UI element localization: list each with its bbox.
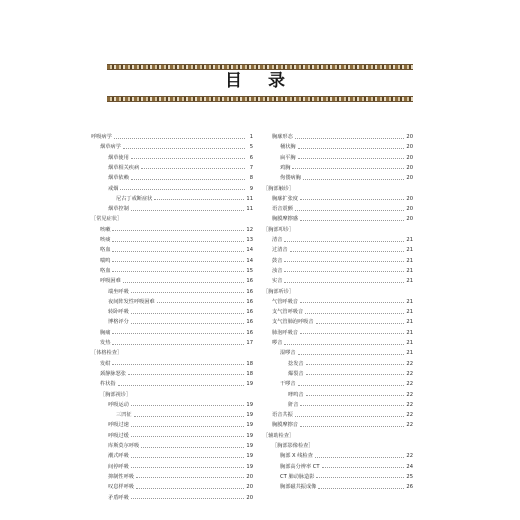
toc-section-heading	[263, 431, 413, 441]
toc-dot-leader	[112, 333, 244, 334]
toc-dot-leader	[305, 313, 404, 314]
toc-entry-label: 矛盾呼吸	[108, 494, 129, 501]
toc-entry-label: 呼吸运动	[108, 401, 129, 408]
toc-page-number: 19	[246, 412, 253, 419]
toc-entry-label: 胸部 X 线检查	[280, 453, 313, 460]
toc-entry	[91, 142, 253, 152]
toc-entry	[91, 441, 253, 451]
toc-entry-label: ［常见症状］	[91, 216, 123, 223]
toc-entry	[263, 369, 413, 379]
toc-dot-leader	[295, 210, 405, 211]
toc-dot-leader	[316, 477, 404, 478]
toc-page-number: 22	[406, 401, 413, 408]
toc-page-number: 14	[246, 247, 253, 254]
toc-dot-leader	[131, 498, 245, 499]
toc-entry-label: 博格评分	[108, 319, 129, 326]
toc-page-number: 16	[246, 329, 253, 336]
toc-entry	[263, 317, 413, 327]
toc-entry-label: ［胸部影像检查］	[272, 443, 314, 449]
toc-entry-label: 胸廓形态	[272, 134, 293, 140]
toc-dot-leader	[112, 344, 244, 345]
toc-dot-leader	[295, 138, 405, 139]
toc-entry-label: 支气管呼吸音	[272, 309, 304, 316]
toc-dot-leader	[284, 271, 404, 272]
toc-entry-label: 鸡胸	[280, 164, 291, 171]
toc-entry-label: 颈静脉怒张	[100, 370, 126, 377]
toc-page-number: 19	[246, 443, 253, 449]
toc-dot-leader	[131, 179, 245, 180]
toc-dot-leader	[306, 364, 405, 365]
toc-entry	[263, 348, 413, 358]
toc-entry-label: 戒烟	[108, 185, 119, 192]
toc-dot-leader	[300, 426, 404, 427]
toc-entry	[91, 194, 253, 204]
toc-entry-label: 胸部磁共振成像	[280, 484, 317, 491]
toc-entry	[91, 493, 253, 503]
toc-dot-leader	[134, 416, 245, 417]
toc-entry-label: ［体格检查］	[91, 350, 123, 357]
toc-section-heading	[263, 287, 413, 297]
toc-entry-label: 胸膜摩擦音	[272, 422, 298, 429]
toc-dot-leader	[315, 457, 405, 458]
toc-page-number: 19	[246, 401, 253, 408]
toc-entry-label: 三凹征	[116, 412, 132, 419]
toc-entry-label: 桶状胸	[280, 144, 296, 151]
toc-dot-leader	[131, 436, 245, 437]
toc-entry-label: 烟草控制	[108, 206, 129, 213]
toc-dot-leader	[300, 333, 404, 334]
toc-dot-leader	[123, 282, 245, 283]
toc-entry	[263, 420, 413, 430]
toc-entry-label: 胸部高分辨率 CT	[280, 463, 320, 470]
toc-entry	[91, 297, 253, 307]
toc-page-number: 22	[406, 381, 413, 388]
toc-page-number: 15	[246, 267, 253, 274]
toc-page-number: 20	[246, 484, 253, 491]
toc-entry	[263, 173, 413, 183]
toc-entry-label: 干啰音	[280, 381, 296, 388]
toc-entry-label: 浊音	[272, 267, 283, 274]
toc-dot-leader	[136, 477, 244, 478]
toc-dot-leader	[118, 385, 245, 386]
toc-page-number: 16	[246, 319, 253, 326]
toc-page-number: 16	[246, 278, 253, 285]
toc-dot-leader	[112, 271, 244, 272]
toc-page-number: 16	[246, 288, 253, 295]
toc-page-number: 21	[406, 278, 413, 285]
toc-entry-label: 呼吸过速	[108, 422, 129, 429]
toc-page-number: 21	[406, 257, 413, 264]
toc-entry	[91, 451, 253, 461]
toc-entry	[91, 410, 253, 420]
toc-page-number: 21	[406, 309, 413, 316]
toc-entry-label: 语音震颤	[272, 206, 293, 213]
toc-entry	[263, 307, 413, 317]
toc-entry-label: 佝偻病胸	[280, 175, 301, 182]
toc-entry-label: 夜间阵发性呼吸困难	[108, 298, 155, 305]
toc-entry	[263, 379, 413, 389]
toc-page-number: 14	[246, 257, 253, 264]
toc-entry-label: ［胸部听诊］	[263, 288, 295, 295]
toc-page-number: 21	[406, 237, 413, 243]
toc-entry-label: 胸痛	[100, 329, 111, 336]
toc-page-number: 19	[246, 463, 253, 470]
toc-page-number: 6	[249, 154, 253, 161]
toc-entry	[263, 276, 413, 286]
toc-entry	[91, 266, 253, 276]
toc-entry-label: 叹息样呼吸	[108, 484, 134, 491]
toc-entry-label: 爆裂音	[288, 370, 304, 377]
toc-dot-leader	[322, 467, 405, 468]
toc-entry-label: 发热	[100, 340, 111, 346]
toc-entry	[91, 204, 253, 214]
toc-entry-label: ［胸部叩诊］	[263, 226, 295, 233]
toc-page-number: 21	[406, 329, 413, 336]
toc-dot-leader	[120, 189, 245, 190]
toc-entry	[91, 276, 253, 286]
toc-page-number: 17	[246, 340, 253, 346]
toc-dot-leader	[290, 251, 405, 252]
toc-dot-leader	[298, 354, 405, 355]
toc-entry	[91, 132, 253, 142]
toc-entry-label: 库斯莫尔呼吸	[108, 443, 140, 449]
toc-dot-leader	[316, 323, 405, 324]
toc-dot-leader	[131, 426, 245, 427]
toc-dot-leader	[131, 313, 245, 314]
toc-page-number: 19	[246, 432, 253, 439]
toc-entry-label: 咯血	[100, 267, 111, 274]
toc-entry	[91, 338, 253, 348]
toc-entry-label: 胸廓扩张度	[272, 195, 298, 202]
toc-dot-leader	[284, 261, 404, 262]
toc-entry-label: 支气管肺泡呼吸音	[272, 319, 314, 326]
toc-page-number: 13	[246, 237, 253, 243]
toc-entry	[263, 462, 413, 472]
toc-entry	[91, 359, 253, 369]
toc-entry-label: 鼓音	[272, 257, 283, 264]
toc-entry-label: 转卧呼吸	[108, 309, 129, 316]
toc-dot-leader	[157, 302, 245, 303]
toc-page-number: 22	[406, 360, 413, 367]
toc-dot-leader	[298, 158, 405, 159]
toc-entry	[263, 451, 413, 461]
toc-entry-label: 清音	[272, 237, 283, 243]
toc-page-number: 20	[406, 206, 413, 213]
toc-page-number: 22	[406, 370, 413, 377]
toc-page-number: 18	[246, 360, 253, 367]
toc-page-number: 9	[249, 185, 253, 192]
toc-entry-label: 胸膜摩擦感	[272, 216, 298, 223]
toc-entry-label: 咯血	[100, 247, 111, 254]
toc-page-number: 20	[406, 134, 413, 140]
toc-entry-label: 呼吸病学	[91, 134, 112, 140]
toc-entry	[91, 163, 253, 173]
toc-entry	[263, 297, 413, 307]
toc-page-number: 19	[246, 422, 253, 429]
toc-section-heading	[263, 184, 413, 194]
toc-entry	[91, 420, 253, 430]
toc-page-number: 20	[406, 195, 413, 202]
toc-dot-leader	[131, 292, 245, 293]
toc-page-number: 24	[406, 463, 413, 470]
toc-entry-label: 杵状指	[100, 381, 116, 388]
toc-dot-leader	[284, 241, 404, 242]
toc-dot-leader	[284, 282, 404, 283]
toc-dot-leader	[292, 168, 404, 169]
toc-dot-leader	[300, 199, 404, 200]
toc-entry	[91, 482, 253, 492]
decorative-band-bottom	[107, 96, 413, 102]
toc-entry-label: 过清音	[272, 247, 288, 254]
toc-entry	[91, 400, 253, 410]
toc-dot-leader	[303, 179, 405, 180]
toc-entry	[263, 482, 413, 492]
toc-entry	[263, 400, 413, 410]
toc-entry-label: 实音	[272, 278, 283, 285]
toc-page-number: 25	[406, 473, 413, 480]
toc-page-number: 21	[406, 247, 413, 254]
toc-dot-leader	[114, 138, 245, 139]
toc-dot-leader	[112, 261, 244, 262]
toc-page-number: 22	[406, 453, 413, 460]
toc-entry	[91, 431, 253, 441]
toc-dot-leader	[154, 199, 244, 200]
toc-page-number: 20	[406, 175, 413, 182]
toc-entry	[263, 338, 413, 348]
toc-entry	[91, 184, 253, 194]
toc-page-number: 1	[249, 134, 253, 140]
toc-section-heading	[91, 348, 253, 358]
toc-page-number: 20	[406, 154, 413, 161]
toc-entry	[263, 142, 413, 152]
toc-entry-label: 端坐呼吸	[108, 288, 129, 295]
toc-entry	[263, 214, 413, 224]
toc-dot-leader	[112, 364, 244, 365]
toc-section-heading	[91, 390, 253, 400]
toc-entry-label: CT 肺动脉造影	[280, 473, 315, 480]
toc-entry	[91, 173, 253, 183]
toc-entry	[263, 194, 413, 204]
toc-page-number: 19	[246, 381, 253, 388]
toc-dot-leader	[300, 302, 404, 303]
toc-entry-label: 尼古丁戒断症状	[116, 195, 153, 202]
toc-section-heading	[263, 225, 413, 235]
toc-entry	[263, 410, 413, 420]
toc-entry	[91, 379, 253, 389]
toc-entry	[263, 132, 413, 142]
toc-entry-label: ［辅助检查］	[263, 432, 295, 439]
toc-entry	[263, 266, 413, 276]
toc-entry	[91, 462, 253, 472]
toc-dot-leader	[131, 210, 245, 211]
toc-entry	[91, 307, 253, 317]
toc-dot-leader	[131, 158, 245, 159]
toc-dot-leader	[136, 488, 244, 489]
toc-dot-leader	[131, 457, 245, 458]
toc-dot-leader	[131, 405, 245, 406]
toc-entry-label: 烟草使用	[108, 154, 129, 161]
toc-page-number: 16	[246, 298, 253, 305]
toc-entry	[91, 472, 253, 482]
toc-entry	[91, 235, 253, 245]
toc-entry-label: 捻发音	[288, 360, 304, 367]
toc-dot-leader	[131, 323, 245, 324]
toc-entry-label: 哮鸣音	[288, 391, 304, 398]
toc-page-number: 11	[246, 195, 253, 202]
toc-entry	[263, 153, 413, 163]
toc-page-number: 22	[406, 412, 413, 419]
toc-entry-label: 肺泡呼吸音	[272, 329, 298, 336]
toc-entry-label: 呼吸过缓	[108, 432, 129, 439]
toc-dot-leader	[318, 488, 404, 489]
toc-dot-leader	[298, 148, 405, 149]
toc-page-number: 12	[246, 226, 253, 233]
toc-dot-leader	[112, 251, 244, 252]
toc-page-number: 20	[246, 473, 253, 480]
toc-entry-label: 咳痰	[100, 237, 111, 243]
toc-entry-label: 抑制性呼吸	[108, 473, 134, 480]
toc-page-number: 7	[249, 164, 253, 171]
toc-section-heading	[263, 441, 413, 451]
toc-entry	[263, 163, 413, 173]
toc-entry	[91, 369, 253, 379]
toc-page-number: 8	[249, 175, 253, 182]
toc-entry	[91, 153, 253, 163]
toc-dot-leader	[128, 374, 244, 375]
toc-page-number: 21	[406, 350, 413, 357]
toc-page-number: 26	[406, 484, 413, 491]
toc-entry-label: 啰音	[272, 340, 283, 346]
toc-entry-label: ［胸部触诊］	[263, 185, 295, 192]
toc-entry	[263, 390, 413, 400]
toc-entry	[263, 235, 413, 245]
toc-dot-leader	[295, 416, 405, 417]
toc-page-number: 22	[406, 391, 413, 398]
toc-entry-label: 烟草依赖	[108, 175, 129, 182]
toc-page-number: 16	[246, 309, 253, 316]
toc-entry	[263, 328, 413, 338]
toc-page-number: 22	[406, 422, 413, 429]
toc-entry-label: 咳嗽	[100, 226, 111, 233]
toc-entry-label: 烟草病学	[100, 144, 121, 151]
toc-dot-leader	[306, 395, 405, 396]
toc-entry	[91, 256, 253, 266]
toc-dot-leader	[306, 374, 405, 375]
toc-entry	[263, 472, 413, 482]
toc-entry-label: 扁平胸	[280, 154, 296, 161]
toc-page-number: 21	[406, 267, 413, 274]
toc-page-number: 21	[406, 340, 413, 346]
toc-entry-label: 潮式呼吸	[108, 453, 129, 460]
toc-page-number: 20	[246, 494, 253, 501]
toc-entry-label: ［胸部视诊］	[100, 391, 132, 398]
toc-page-number: 11	[246, 206, 253, 213]
toc-entry	[91, 328, 253, 338]
toc-page-number: 20	[406, 144, 413, 151]
toc-entry	[263, 245, 413, 255]
toc-entry-label: 语音共振	[272, 412, 293, 419]
toc-entry	[91, 245, 253, 255]
toc-section-heading	[91, 214, 253, 224]
toc-entry-label: 鼾音	[288, 401, 299, 408]
toc-dot-leader	[300, 220, 404, 221]
toc-page-number: 21	[406, 298, 413, 305]
toc-entry-label: 烟草相关疾病	[108, 164, 140, 171]
toc-entry-label: 湿啰音	[280, 350, 296, 357]
toc-entry	[263, 204, 413, 214]
toc-entry-label: 发绀	[100, 360, 111, 367]
toc-dot-leader	[112, 241, 244, 242]
toc-dot-leader	[131, 467, 245, 468]
toc-page-number: 20	[406, 164, 413, 171]
toc-page-number: 5	[249, 144, 253, 151]
toc-dot-leader	[284, 344, 404, 345]
page-title: 目 录	[225, 71, 295, 91]
toc-page-number: 20	[406, 216, 413, 223]
toc-page-number: 21	[406, 319, 413, 326]
toc-entry-label: 喘鸣	[100, 257, 111, 264]
toc-dot-leader	[141, 168, 245, 169]
toc-dot-leader	[141, 447, 244, 448]
toc-entry	[91, 287, 253, 297]
toc-entry	[263, 256, 413, 266]
toc-entry-label: 间停呼吸	[108, 463, 129, 470]
toc-entry-label: 气管呼吸音	[272, 298, 298, 305]
toc-dot-leader	[123, 148, 245, 149]
toc-entry	[91, 225, 253, 235]
toc-dot-leader	[112, 230, 244, 231]
toc-entry	[263, 359, 413, 369]
toc-entry	[91, 317, 253, 327]
toc-page-number: 18	[246, 370, 253, 377]
toc-entry-label: 呼吸困难	[100, 278, 121, 285]
toc-dot-leader	[298, 385, 405, 386]
toc-page-number: 19	[246, 453, 253, 460]
toc-dot-leader	[300, 405, 404, 406]
